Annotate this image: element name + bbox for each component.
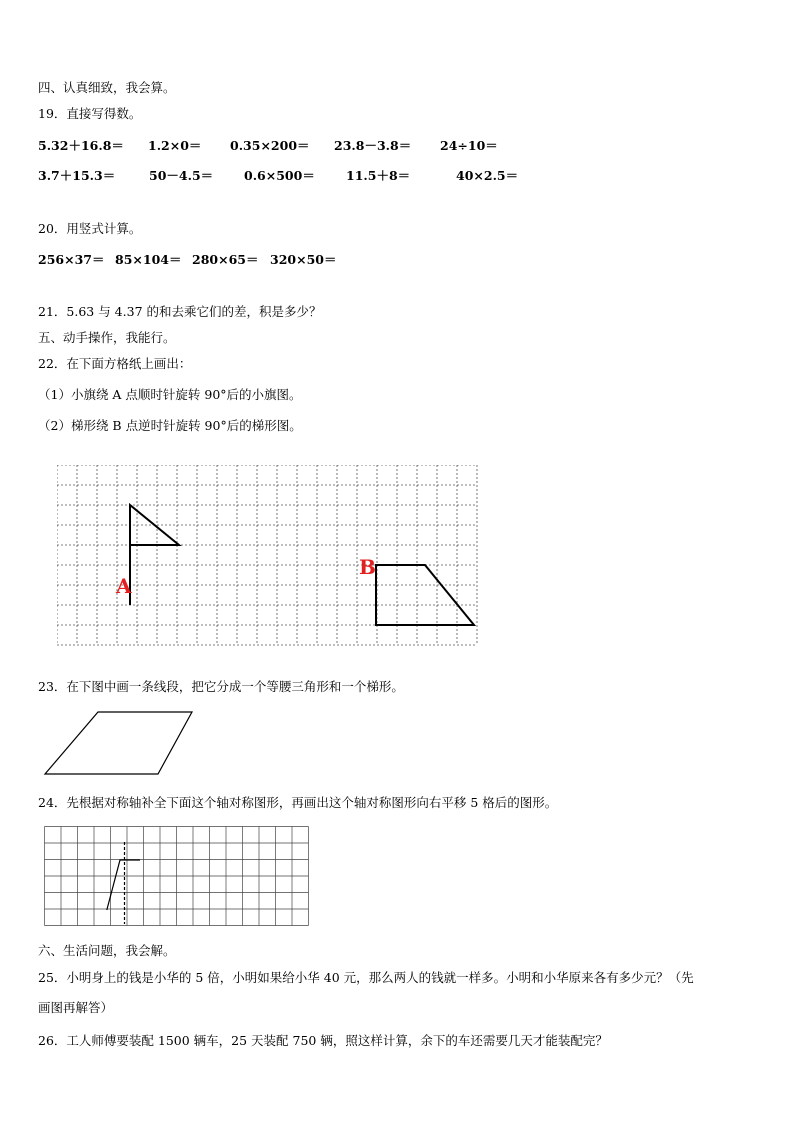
q20-item: 85×104＝ (115, 252, 182, 267)
parallelogram-shape (45, 712, 192, 774)
q22-sub-2: （2）梯形绕 B 点逆时针旋转 90°后的梯形图。 (38, 418, 302, 433)
q19-item: 23.8－3.8＝ (334, 138, 412, 153)
q19-item: 3.7＋15.3＝ (38, 168, 116, 183)
q22-grid-paper[interactable] (57, 465, 569, 647)
q25-text-line-1: 25．小明身上的钱是小华的 5 倍，小明如果给小华 40 元，那么两人的钱就一样多。小明和小华原来各有多少元？（先 (38, 970, 694, 985)
q19-item: 24÷10＝ (440, 138, 498, 153)
q19-item: 40×2.5＝ (456, 168, 519, 183)
q26-text: 26．工人师傅要装配 1500 辆车，25 天装配 750 辆，照这样计算，余下的车还需要几天才能装配完？ (38, 1033, 608, 1048)
q20-title: 20．用竖式计算。 (38, 221, 142, 236)
q20-item: 256×37＝ (38, 252, 105, 267)
q21-text: 21．5.63 与 4.37 的和去乘它们的差，积是多少？ (38, 304, 322, 319)
q23-text: 23．在下图中画一条线段，把它分成一个等腰三角形和一个梯形。 (38, 679, 404, 694)
q19-item: 50－4.5＝ (149, 168, 214, 183)
q19-row-2 (38, 166, 738, 182)
q20-item: 280×65＝ (192, 252, 259, 267)
q20-row (38, 250, 738, 266)
q19-item: 0.6×500＝ (244, 168, 315, 183)
section-4-heading: 四、认真细致，我会算。 (38, 80, 176, 95)
point-a-label: A (116, 574, 132, 598)
q19-item: 1.2×0＝ (148, 138, 202, 153)
grid-lines (57, 465, 477, 645)
q19-row-1 (38, 136, 738, 152)
trapezoid-shape (376, 565, 474, 625)
q19-title: 19．直接写得数。 (38, 106, 142, 121)
point-b-label: B (359, 555, 376, 579)
q22-title: 22．在下面方格纸上画出： (38, 356, 192, 371)
q23-parallelogram-figure[interactable] (40, 705, 200, 780)
grid-lines (45, 827, 309, 926)
q20-item: 320×50＝ (270, 252, 337, 267)
q22-sub-1: （1）小旗绕 A 点顺时针旋转 90°后的小旗图。 (38, 387, 302, 402)
section-6-heading: 六、生活问题，我会解。 (38, 943, 176, 958)
q24-grid-paper[interactable] (44, 826, 312, 930)
q19-item: 0.35×200＝ (230, 138, 310, 153)
q25-text-line-2: 画图再解答） (38, 1000, 114, 1015)
q24-text: 24．先根据对称轴补全下面这个轴对称图形，再画出这个轴对称图形向右平移 5 格后的图形。 (38, 795, 558, 810)
q19-item: 5.32＋16.8＝ (38, 138, 124, 153)
half-figure (107, 860, 140, 910)
q19-item: 11.5＋8＝ (346, 168, 411, 183)
section-5-heading: 五、动手操作，我能行。 (38, 330, 176, 345)
